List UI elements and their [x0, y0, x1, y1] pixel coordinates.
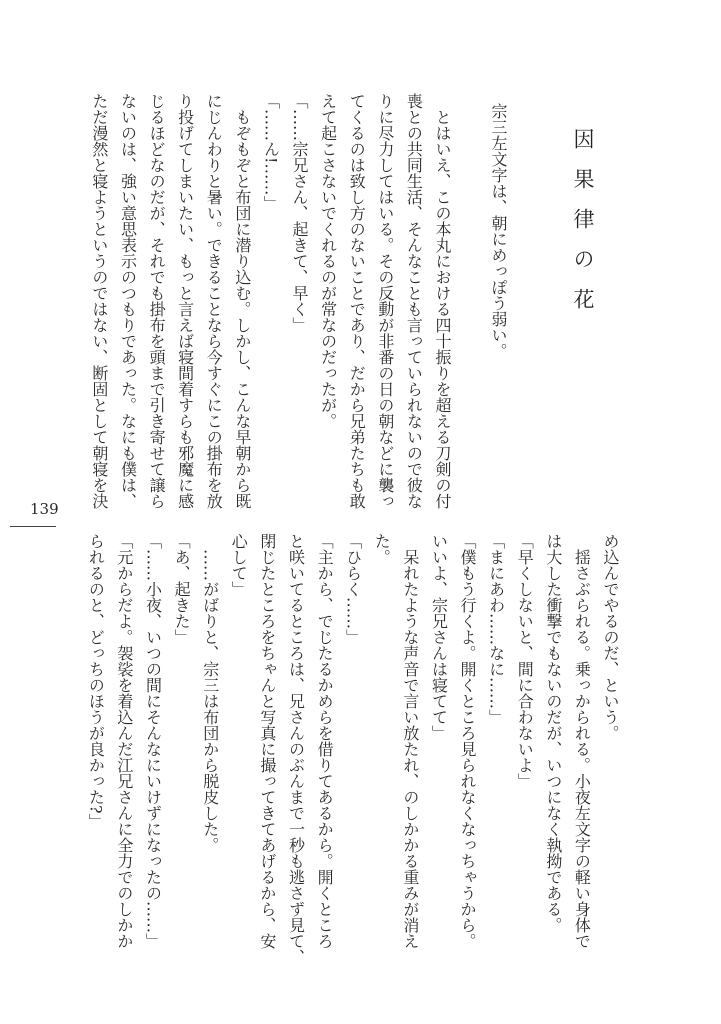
chapter-title: 因果律の花: [571, 128, 595, 328]
text-line: た。: [372, 533, 392, 565]
text-line: もぞもぞと布団に潜り込む。しかし、こんな早朝から既: [232, 109, 252, 509]
text-line: 「元からだよ。袈裟を着込んだ江兄さんに全力でのしかか: [114, 533, 134, 949]
text-line: は大した衝撃でもないのだが、いつになく執拗である。: [543, 533, 563, 933]
text-line: ないのは、強い意思表示のつもりであった。なにも僕は、: [118, 93, 138, 509]
text-line: ただ漫然と寝ようというのではない、断固として朝寝を決: [89, 93, 109, 509]
page-number-rule: [10, 526, 56, 527]
text-line: ……がばりと、宗三は布団から脱皮した。: [200, 549, 220, 853]
text-line: 「……宗兄さん、起きて、早く」: [290, 93, 310, 333]
text-line: えて起こさないでくれるのが常なのだったが。: [318, 93, 338, 429]
lead-sentence: [488, 103, 508, 359]
text-line: 心して」: [229, 533, 249, 597]
text-line: 「僕もう行くよ。開くところ見られなくなっちゃうから。: [458, 533, 478, 949]
bottom-text-block: [81, 533, 624, 965]
text-line: 閉じたところをちゃんと写真に撮ってきてあげるから、安: [257, 533, 277, 949]
text-line: め込んでやるのだ、という。: [601, 533, 620, 741]
text-line: と咲いてるところは、兄さんのぶんまで一秒も逃さず見て、: [286, 533, 306, 965]
text-line: いいよ、宗兄さんは寝てて」: [429, 533, 449, 741]
text-line: 「早くしないと、間に合わないよ」: [515, 533, 535, 789]
text-line: 喪との共同生活、そんなことも言っていられないので彼な: [404, 93, 424, 509]
text-line: にじんわりと暑い。できることなら今すぐにこの掛布を放: [204, 93, 224, 509]
text-line: 呆れたような声音で言い放たれ、のしかかる重みが消え: [400, 549, 420, 949]
text-line: り投げてしまいたい、もっと言えば寝間着すらも邪魔に感: [175, 93, 195, 509]
text-line: 揺さぶられる。乗っかられる。小夜左文字の軽い身体で: [572, 549, 592, 949]
page-number: 139: [30, 500, 59, 518]
text-line: じるほどなのだが、それでも掛布を頭まで引き寄せて譲ら: [147, 93, 167, 509]
text-line: 「ひらく……」: [343, 533, 363, 645]
top-text-block: [84, 93, 456, 509]
text-line: てくるのは致し方のないことであり、だから兄弟たちも敢: [347, 93, 367, 509]
text-line: 「主から、でじたるかめらを借りてあるから。開くところ: [315, 533, 335, 949]
text-line: 「まにあわ……なに……」: [486, 533, 506, 725]
text-line: 「……ん!……」: [261, 93, 281, 212]
lead-line: 宗三左文字は、朝にめっぽう弱い。: [489, 103, 508, 359]
text-line: 「あ、起きた」: [172, 533, 192, 645]
text-line: られるのと、どっちのほうが良かった?」: [86, 533, 106, 830]
text-line: とはいえ、この本丸における四十振りを超える刀剣の付: [433, 109, 452, 509]
text-line: 「……小夜、いつの間にそんなにいけずになったの……」: [143, 533, 163, 949]
text-line: りに尽力してはいる。その反動が非番の日の朝などに襲っ: [375, 93, 395, 509]
